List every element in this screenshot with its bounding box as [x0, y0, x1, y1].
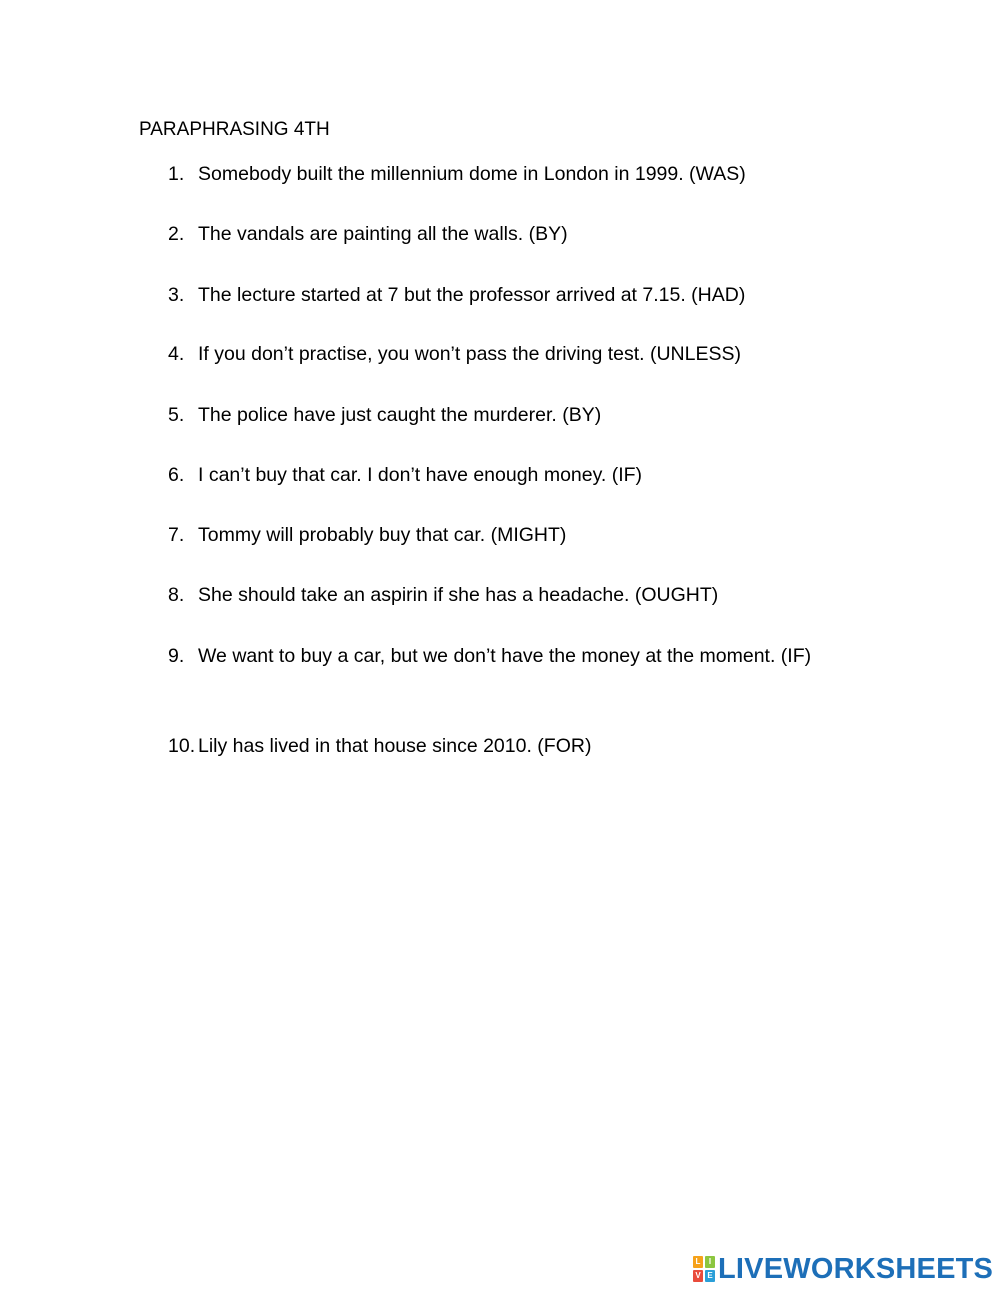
list-item: [168, 580, 868, 610]
logo-square-icon: E: [705, 1270, 715, 1282]
item-number: 5.: [168, 404, 185, 426]
item-text: She should take an aspirin if she has a headache. (OUGHT): [198, 584, 719, 606]
item-text: The vandals are painting all the walls. (BY): [198, 223, 568, 245]
list-item: [168, 280, 868, 310]
list-item: [168, 159, 868, 189]
item-number: 3.: [168, 284, 185, 306]
item-text: Somebody built the millennium dome in London in 1999. (WAS): [198, 163, 746, 185]
logo-square-icon: V: [693, 1270, 703, 1282]
page-title: PARAPHRASING 4TH: [139, 119, 330, 140]
item-number: 7.: [168, 524, 185, 546]
item-number: 10.: [168, 735, 196, 757]
logo-square-icon: I: [705, 1256, 715, 1268]
list-item: [168, 219, 868, 249]
list-item: [168, 339, 868, 369]
liveworksheets-logo[interactable]: [693, 1254, 993, 1284]
item-number: 4.: [168, 343, 185, 365]
list-item: [168, 641, 868, 671]
item-number: 9.: [168, 645, 185, 667]
list-item: [168, 731, 868, 761]
item-text: If you don’t practise, you won’t pass the driving test. (UNLESS): [198, 343, 742, 365]
list-item: [168, 520, 868, 550]
item-text: Tommy will probably buy that car. (MIGHT): [198, 524, 567, 546]
item-number: 6.: [168, 464, 185, 486]
item-text: I can’t buy that car. I don’t have enough money. (IF): [198, 464, 643, 486]
item-text: Lily has lived in that house since 2010. (FOR): [198, 735, 592, 757]
item-number: 2.: [168, 223, 185, 245]
item-text: We want to buy a car, but we don’t have the money at the moment. (IF): [198, 645, 812, 667]
item-text: The police have just caught the murderer. (BY): [198, 404, 602, 426]
logo-mark-icon: [693, 1256, 715, 1282]
item-number: 8.: [168, 584, 185, 606]
logo-text: LIVEWORKSHEETS: [718, 1253, 994, 1285]
item-number: 1.: [168, 163, 185, 185]
list-item: [168, 460, 868, 490]
logo-square-icon: L: [693, 1256, 703, 1268]
list-item: [168, 400, 868, 430]
item-text: The lecture started at 7 but the professor arrived at 7.15. (HAD): [198, 284, 746, 306]
